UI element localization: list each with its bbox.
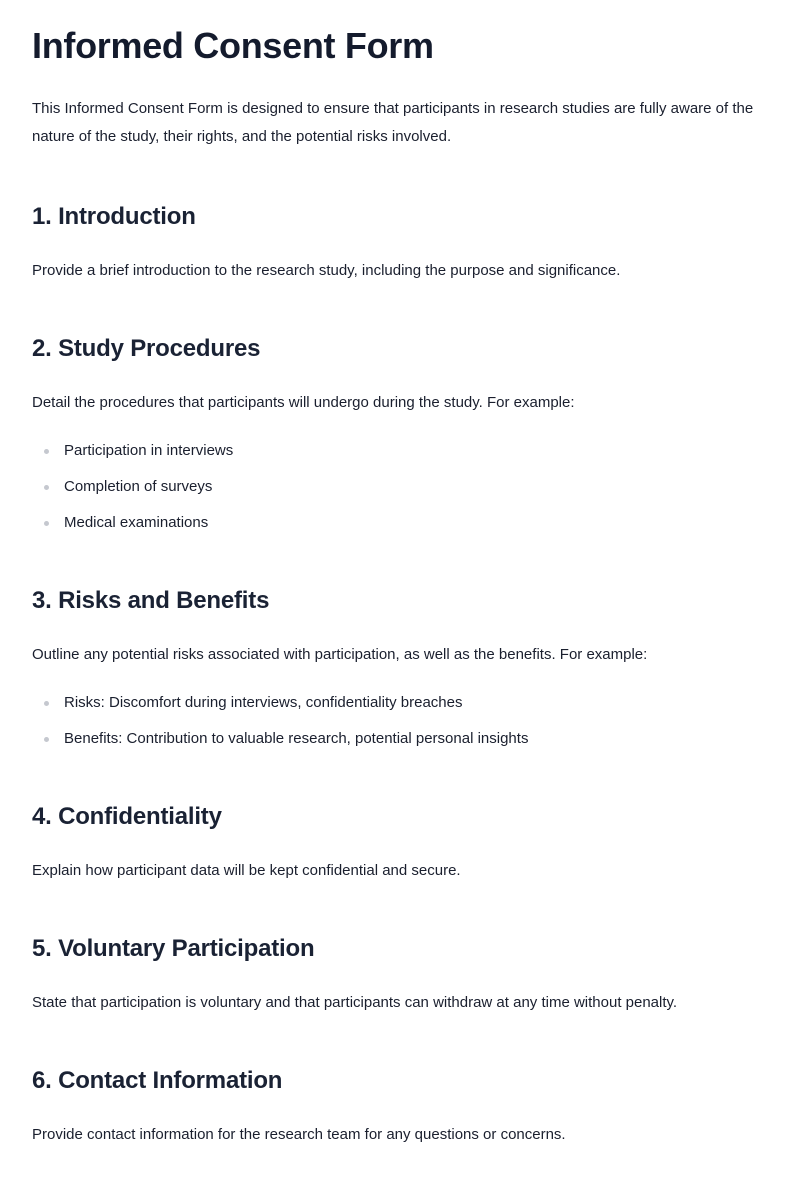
list-item: [32, 475, 768, 499]
section-heading: 3. Risks and Benefits: [32, 587, 270, 614]
list-item: [32, 727, 768, 751]
section-text: Outline any potential risks associated with participation, as well as the benefits. For example:: [32, 646, 648, 663]
section-heading: 2. Study Procedures: [32, 335, 261, 362]
section-heading: 5. Voluntary Participation: [32, 935, 315, 962]
list-item: [32, 511, 768, 535]
section-voluntary-participation: [32, 935, 768, 1015]
list-item-text: Completion of surveys: [64, 478, 213, 495]
bullet-icon: [44, 449, 49, 454]
section-contact-information: [32, 1067, 768, 1147]
section-risks-benefits: [32, 587, 768, 751]
intro-paragraph: This Informed Consent Form is designed to ensure that participants in research studies are fully aware of the nature of the study, their rights, and the potential risks involved.: [32, 100, 754, 145]
section-study-procedures: [32, 335, 768, 535]
bullet-icon: [44, 485, 49, 490]
section-heading: 6. Contact Information: [32, 1067, 283, 1094]
procedures-list: [32, 439, 768, 535]
section-heading: 4. Confidentiality: [32, 803, 222, 830]
section-text: Provide contact information for the research team for any questions or concerns.: [32, 1126, 566, 1143]
section-confidentiality: [32, 803, 768, 883]
list-item: [32, 439, 768, 463]
page-title: Informed Consent Form: [32, 25, 434, 66]
bullet-icon: [44, 737, 49, 742]
list-item-text: Medical examinations: [64, 514, 209, 531]
list-item: [32, 691, 768, 715]
bullet-icon: [44, 701, 49, 706]
risks-benefits-list: [32, 691, 768, 751]
list-item-text: Participation in interviews: [64, 442, 234, 459]
section-text: Detail the procedures that participants will undergo during the study. For example:: [32, 394, 575, 411]
list-item-text: Benefits: Contribution to valuable research, potential personal insights: [64, 730, 529, 747]
section-text: State that participation is voluntary and that participants can withdraw at any time without penalty.: [32, 994, 678, 1011]
section-introduction: [32, 203, 768, 283]
section-heading: 1. Introduction: [32, 203, 196, 230]
list-item-text: Risks: Discomfort during interviews, confidentiality breaches: [64, 694, 463, 711]
bullet-icon: [44, 521, 49, 526]
section-text: Provide a brief introduction to the research study, including the purpose and significance.: [32, 262, 621, 279]
section-text: Explain how participant data will be kept confidential and secure.: [32, 862, 461, 879]
